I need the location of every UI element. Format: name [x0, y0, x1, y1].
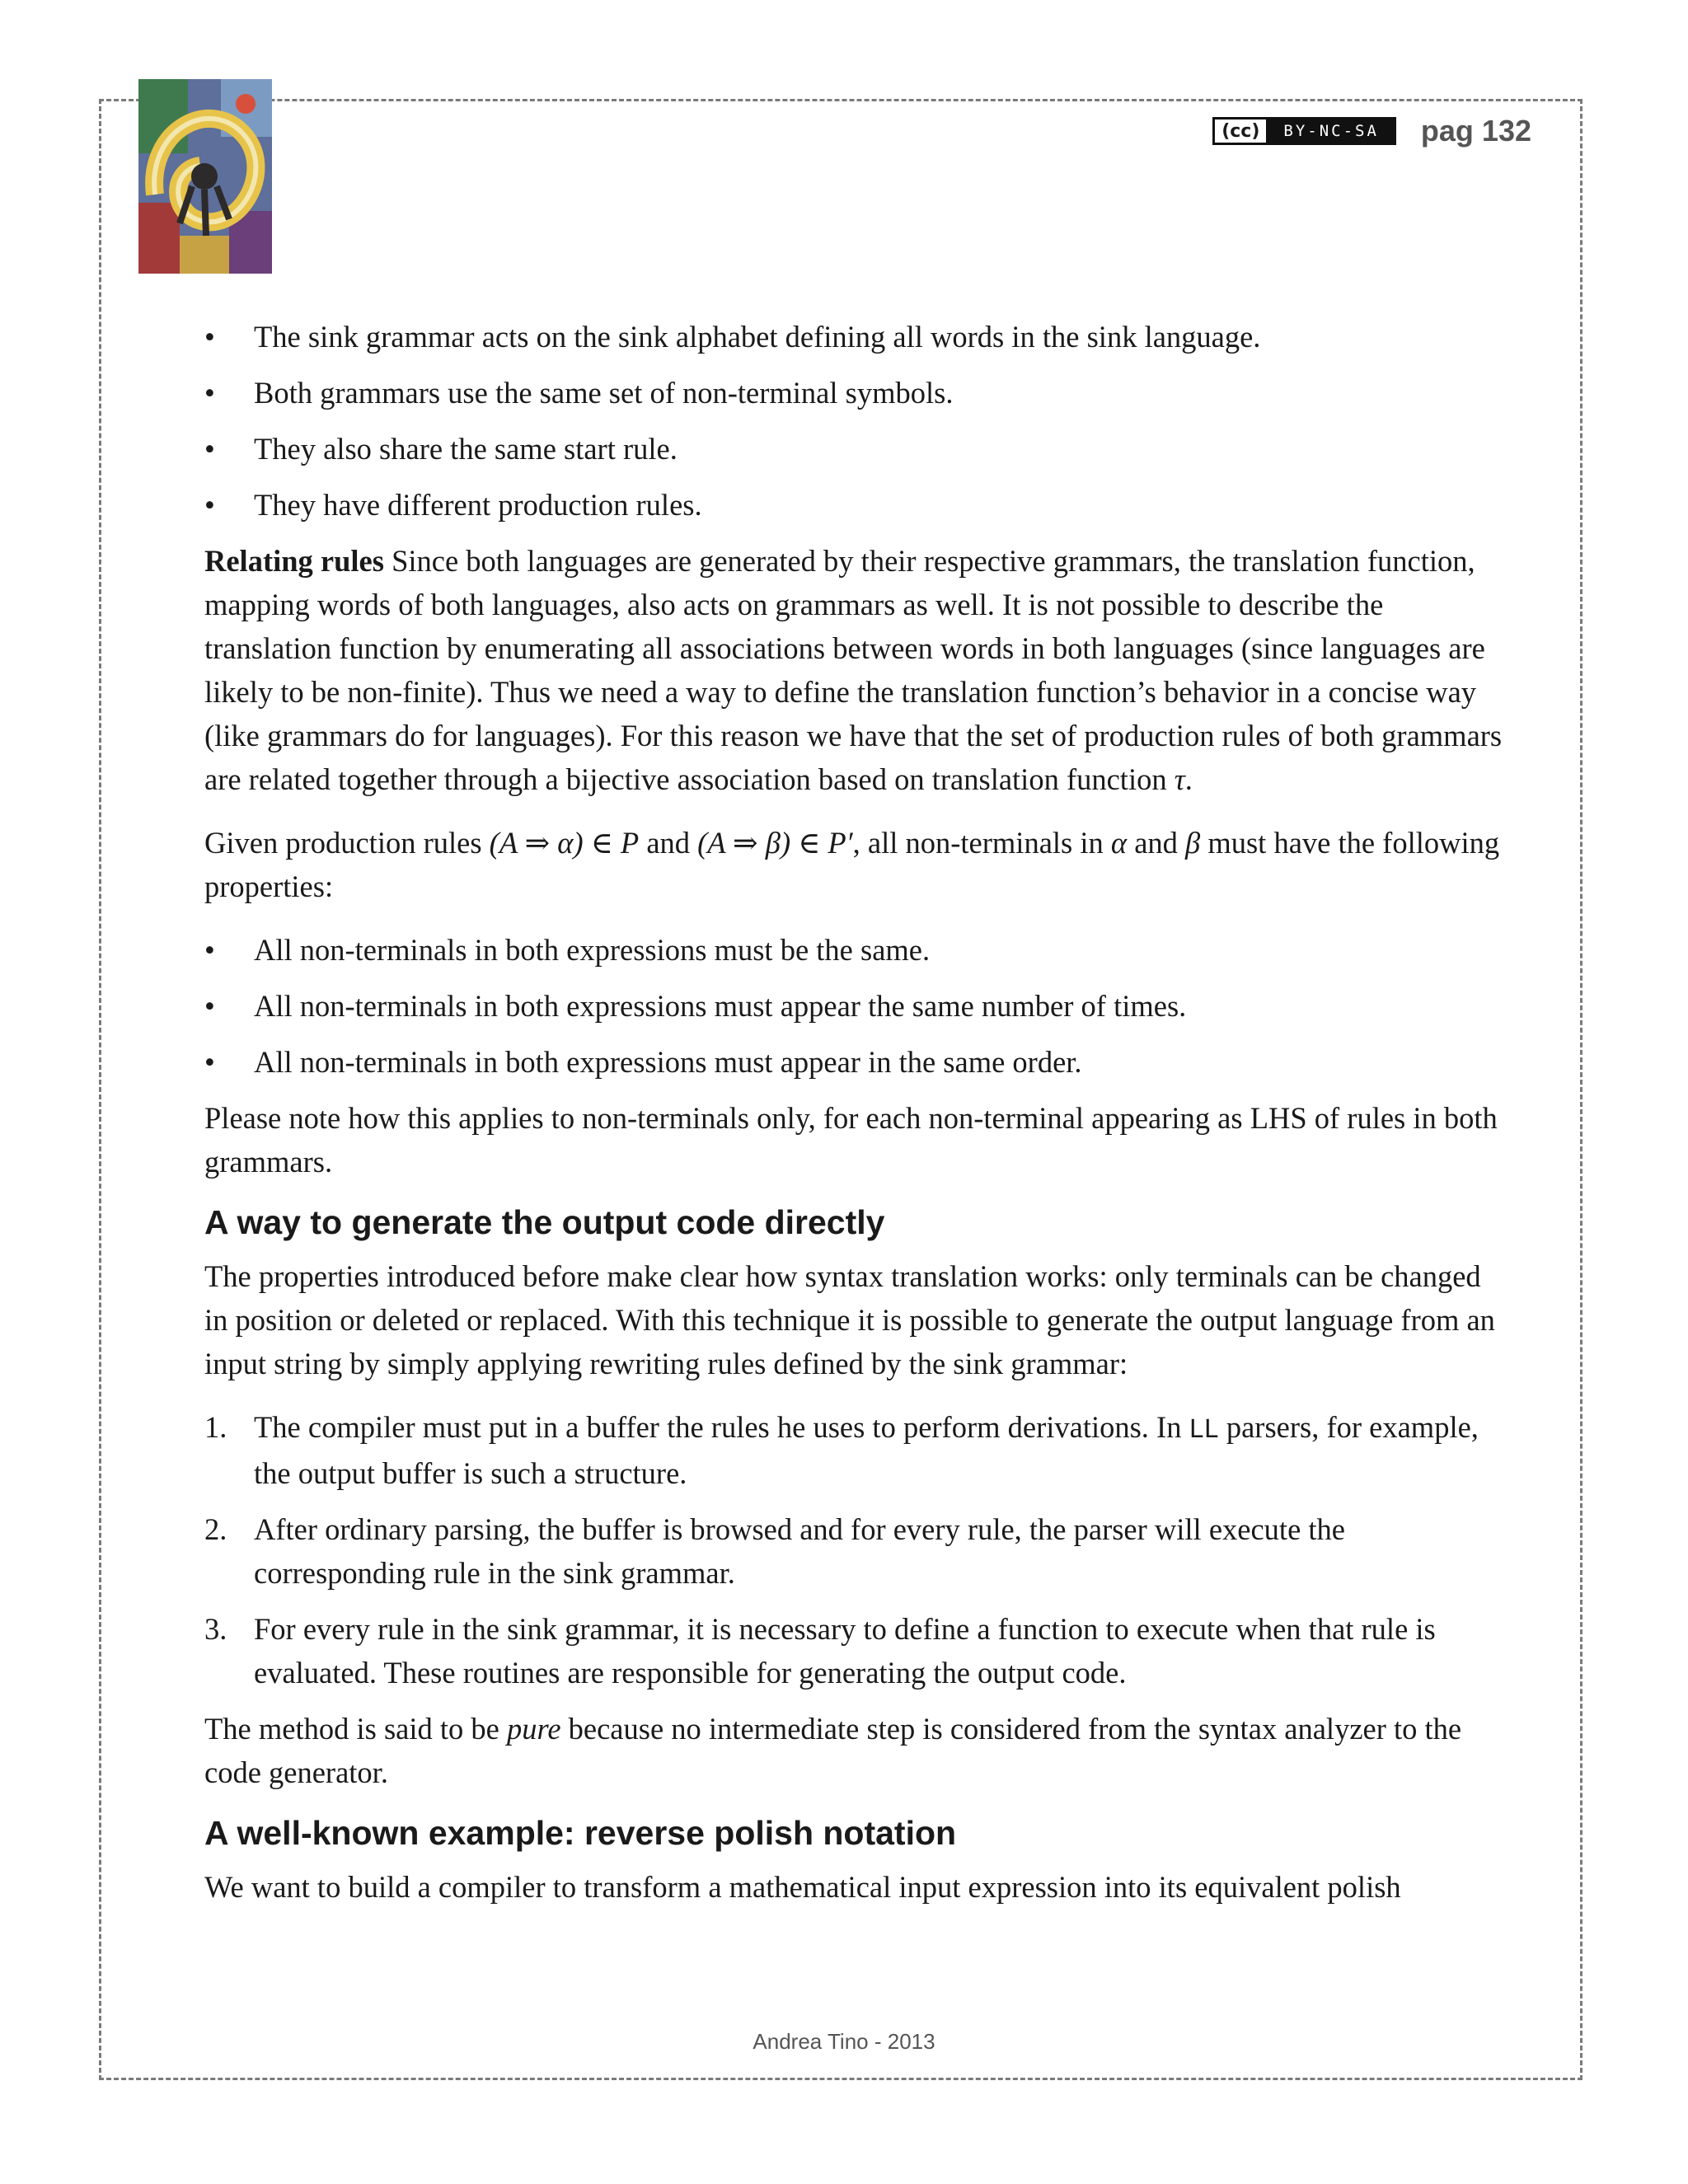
list-item: • All non-terminals in both expressions must be the same.	[204, 933, 931, 967]
page-footer: Andrea Tino - 2013	[753, 2029, 935, 2054]
tau-symbol: τ	[1174, 762, 1185, 796]
list-item: • The sink grammar acts on the sink alphabet defining all words in the sink language.	[204, 320, 1261, 354]
rpn-paragraph: We want to build a compiler to transform a mathematical input expression into its equivalent polish	[204, 1870, 1401, 1904]
rule-source: (A ⇒ α) ∈ P	[489, 826, 640, 860]
relating-rules-title: Relating rules	[204, 544, 384, 578]
list-item: • They have different production rules.	[204, 488, 702, 522]
section-heading-output-code: A way to generate the output code directly	[204, 1203, 885, 1241]
cc-icon: (cc)	[1215, 120, 1268, 143]
section-intro-paragraph: The properties introduced before make clear how syntax translation works: only terminals can be changed in position or deleted or replaced. With this technique it is possible to generate the output language from an input string by simply applying rewriting rules defined by the sink grammar:	[204, 1259, 1495, 1380]
list-item: • Both grammars use the same set of non-terminal symbols.	[204, 376, 954, 410]
book-cover-thumbnail	[138, 79, 272, 274]
section-heading-rpn: A well-known example: reverse polish notation	[204, 1814, 957, 1852]
list-item: • All non-terminals in both expressions must appear in the same order.	[204, 1045, 1082, 1079]
note-paragraph: Please note how this applies to non-terminals only, for each non-terminal appearing as LHS of rules in both grammars.	[204, 1101, 1498, 1179]
steps-list	[204, 1405, 1507, 1694]
cover-painting	[138, 79, 272, 274]
creative-commons-badge	[1212, 117, 1396, 145]
relating-rules-paragraph: Relating rules Since both languages are generated by their respective grammars, the translation function, mapping words of both languages, also acts on grammars as well. It is not possible to describe the translation function by enumerating all associations between words in both languages (since languages are likely to be non-finite). Thus we need a way to define the translation function’s behavior in a concise way (like grammars do for languages). For this reason we have that the set of production rules of both grammars are related together through a bijective association based on translation function τ.	[204, 544, 1503, 796]
method-paragraph: The method is said to be pure because no intermediate step is considered from the syntax analyzer to the code generator.	[204, 1712, 1462, 1789]
properties-bullet-list	[204, 928, 1507, 1084]
page-header	[1212, 114, 1531, 148]
list-item: 2. After ordinary parsing, the buffer is browsed and for every rule, the parser will execute the corresponding rule in the sink grammar.	[204, 1512, 1345, 1590]
list-item: • All non-terminals in both expressions must appear the same number of times.	[204, 989, 1187, 1023]
list-item: • They also share the same start rule.	[204, 432, 678, 466]
ll-code: LL	[1189, 1415, 1219, 1444]
given-rules-paragraph: Given production rules (A ⇒ α) ∈ P and (A ⇒ β) ∈ P′, all non-terminals in α and β must have the following properties:	[204, 826, 1500, 903]
license-label: BY-NC-SA	[1268, 120, 1394, 143]
list-item: 3. For every rule in the sink grammar, it is necessary to define a function to execute when that rule is evaluated. These routines are responsible for generating the output code.	[204, 1612, 1436, 1690]
grammar-bullet-list	[204, 315, 1507, 527]
rule-sink: (A ⇒ β) ∈ P′	[697, 826, 853, 860]
beta-symbol: β	[1185, 826, 1201, 860]
alpha-symbol: α	[1110, 826, 1128, 860]
page-body	[204, 315, 1507, 1924]
pure-emphasis: pure	[506, 1712, 561, 1746]
list-item: 1. The compiler must put in a buffer the rules he uses to perform derivations. In LL parsers, for example, the output buffer is such a structure.	[204, 1410, 1479, 1490]
page-number: pag 132	[1420, 114, 1531, 148]
